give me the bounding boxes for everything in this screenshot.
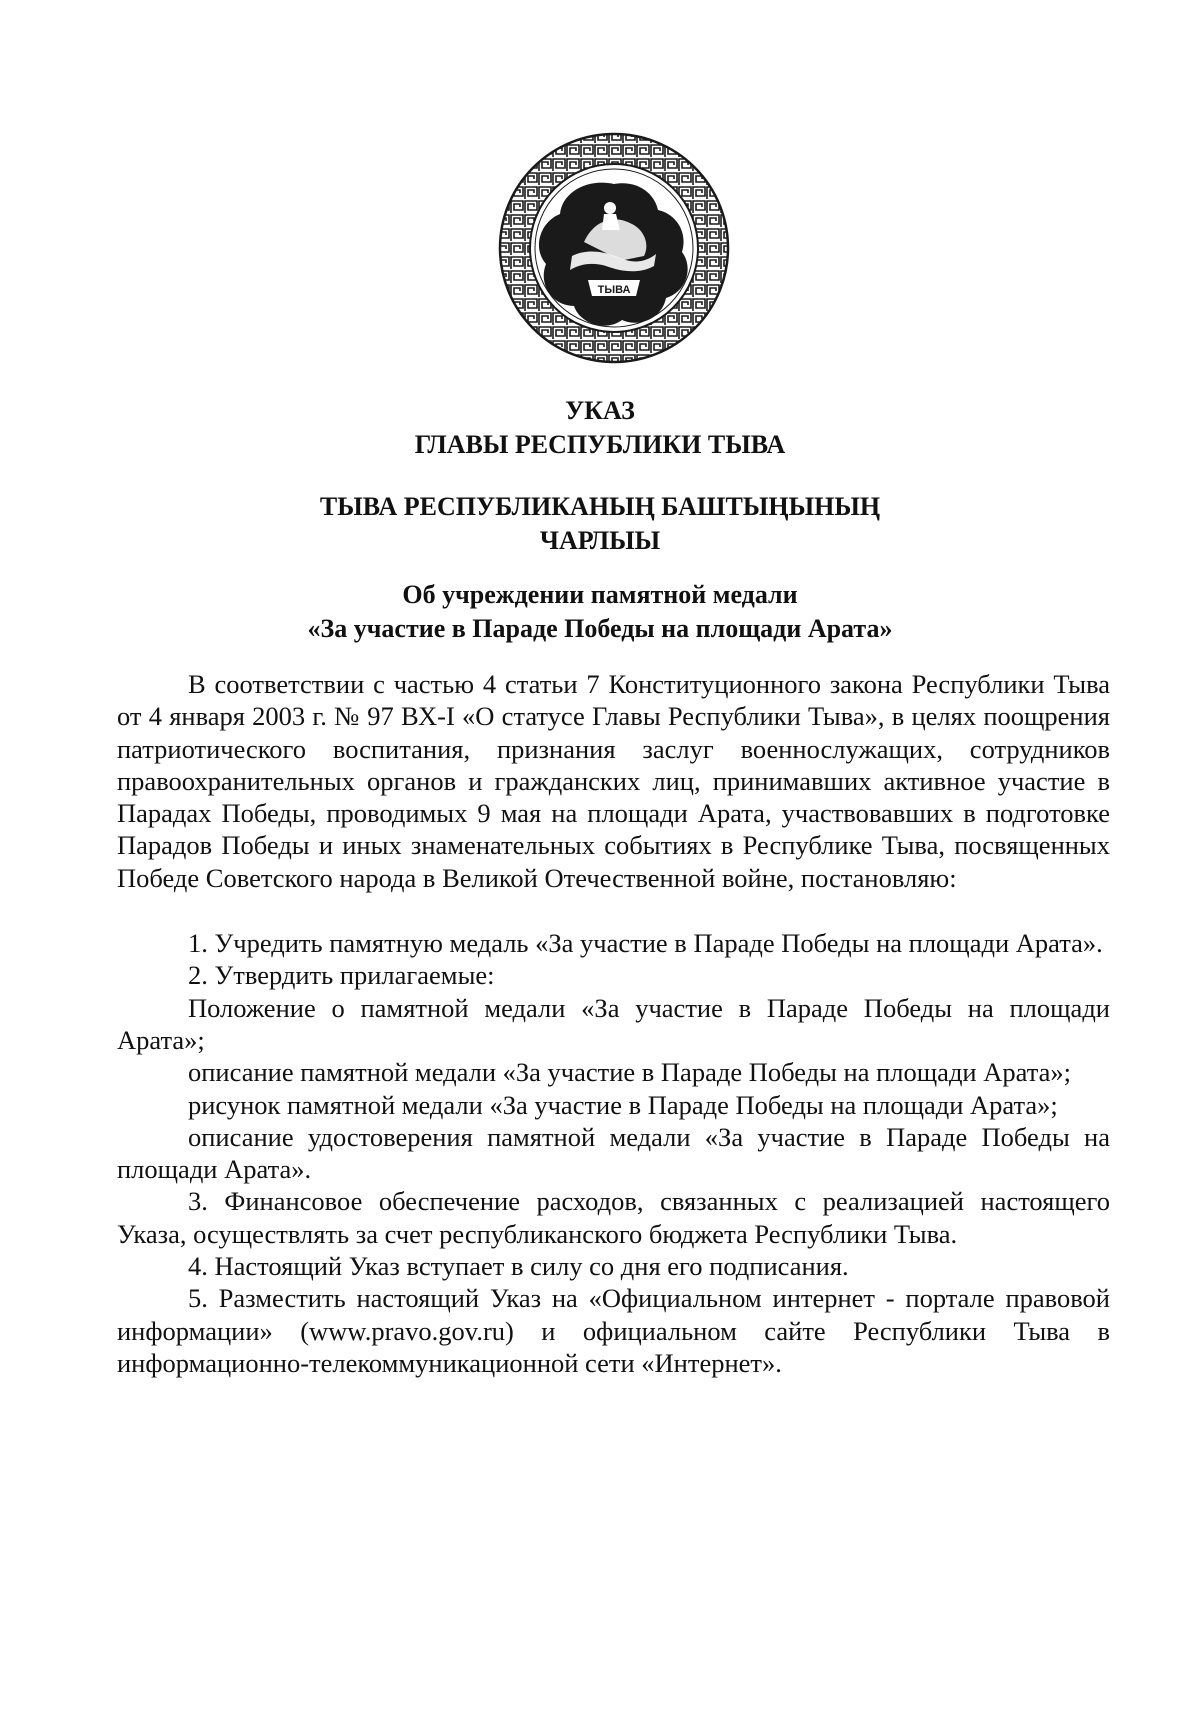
item-2: 2. Утвердить прилагаемые: [188, 960, 495, 991]
decree-issuer: ГЛАВЫ РЕСПУБЛИКИ ТЫВА [414, 430, 786, 459]
decree-type: УКАЗ [565, 396, 635, 425]
preamble-paragraph: В соответствии с частью 4 статьи 7 Конституционного закона Республики Тыва от 4 января 2003 г. № 97 ВХ-I «О статусе Главы Республики Тыва», в целях поощрения патриотического воспитания, признания заслуг военнослужащих, сотрудников правоохранительных органов и гражданских лиц, принимавших активное участие в Парадах Победы, проводимых 9 мая на площади Арата, участвовавших в подготовке Парадов Победы и иных знаменательных событиях в Республике Тыва, посвященных Победе Советского народа в Великой Отечественной войне, постановляю: [117, 669, 1110, 893]
item-5: 5. Разместить настоящий Указ на «Официальном интернет - портале правовой информации» (www.pravo.gov.ru) и официальном сайте Республики Тыва в информационно-телекоммуникационной сети «Интернет». [117, 1283, 1110, 1378]
coat-of-arms-emblem [496, 130, 732, 366]
item-2-drawing: рисунок памятной медали «За участие в Параде Победы на площади Арата»; [188, 1089, 1058, 1120]
item-2-description: описание памятной медали «За участие в Параде Победы на площади Арата»; [188, 1057, 1071, 1088]
decree-subject [100, 578, 1100, 646]
decree-body [117, 668, 1110, 1379]
item-2-certificate: описание удостоверения памятной медали «За участие в Параде Победы на площади Арата». [117, 1121, 1110, 1185]
emblem-label: ТЫВА [597, 284, 631, 296]
item-2-regulation: Положение о памятной медали «За участие в Параде Победы на площади Арата»; [117, 992, 1110, 1055]
item-3: 3. Финансовое обеспечение расходов, связанных с реализацией настоящего Указа, осуществлять за счет республиканского бюджета Республики Тыва. [117, 1186, 1110, 1249]
item-1: 1. Учредить памятную медаль «За участие в Параде Победы на площади Арата». [188, 928, 1103, 959]
tuvan-title-line-2: ЧАРЛЫЫ [539, 526, 661, 555]
decree-title-tuvan [100, 490, 1100, 558]
subject-line-2: «За участие в Параде Победы на площади Арата» [307, 614, 893, 643]
item-4: 4. Настоящий Указ вступает в силу со дня его подписания. [188, 1251, 849, 1282]
decree-title [100, 394, 1100, 462]
subject-line-1: Об учреждении памятной медали [402, 580, 798, 609]
tuvan-title-line-1: ТЫВА РЕСПУБЛИКАНЫҢ БАШТЫҢЫНЫҢ [319, 492, 881, 521]
